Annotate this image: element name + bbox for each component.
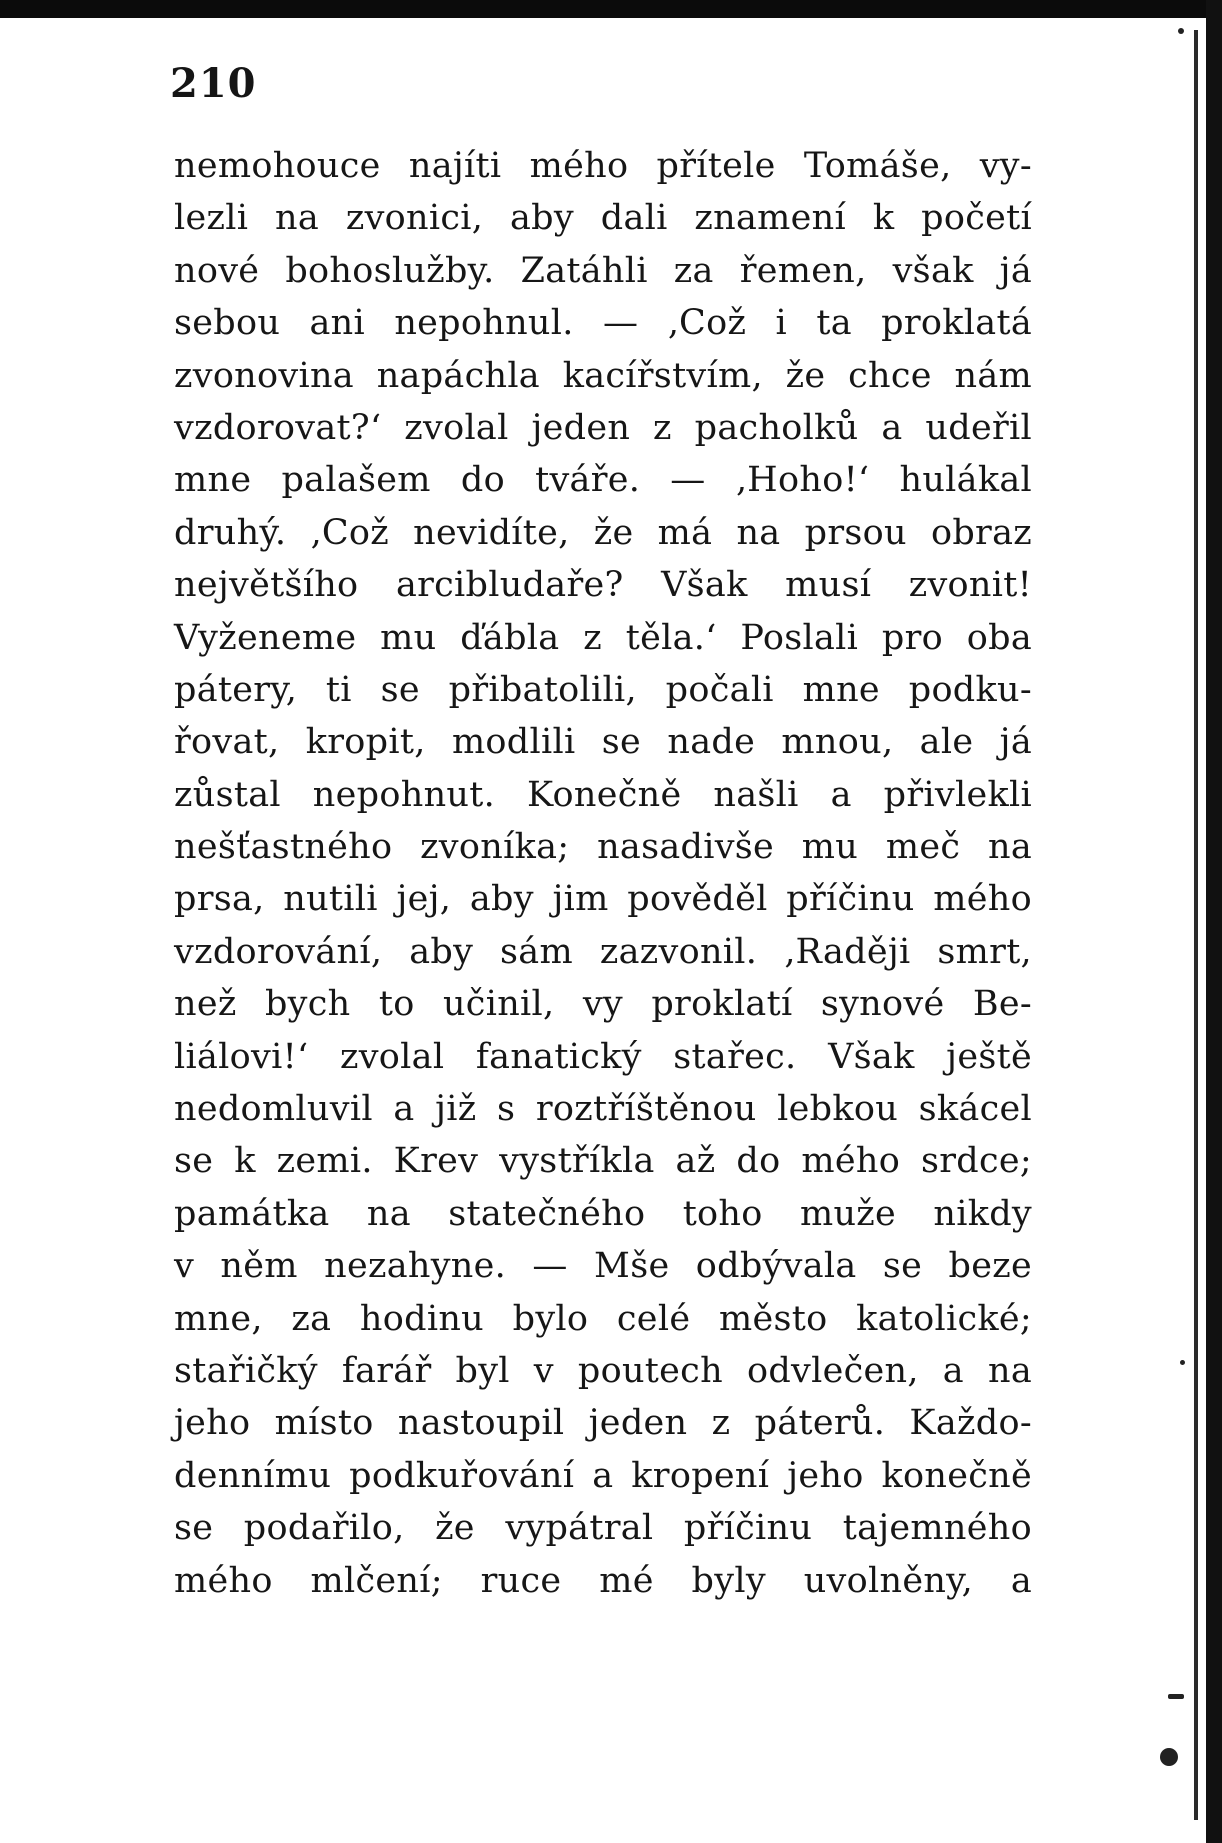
text-line: liálovi!‘ zvolal fanatický stařec. Však ještě (174, 1036, 1032, 1077)
text-line: pátery, ti se přibatolili, počali mne podku- (174, 669, 1032, 710)
text-line: mne, za hodinu bylo celé město katolické; (174, 1298, 1032, 1339)
text-line: památka na statečného toho muže nikdy (174, 1193, 1032, 1234)
text-line: nemohouce najíti mého přítele Tomáše, vy- (174, 146, 1032, 186)
book-page (0, 18, 1180, 1843)
scan-speck (1180, 1360, 1185, 1365)
page-number: 210 (170, 60, 257, 107)
text-line: vzdorovat?‘ zvolal jeden z pacholků a udeřil (174, 407, 1032, 448)
text-line: v něm nezahyne. — Mše odbývala se beze (174, 1246, 1032, 1287)
text-line: stařičký farář byl v poutech odvlečen, a na (174, 1350, 1032, 1391)
text-line: druhý. ‚Což nevidíte, že má na prsou obraz (174, 512, 1032, 553)
text-line: dennímu podkuřování a kropení jeho konečně (174, 1455, 1032, 1496)
scan-right-border (1206, 0, 1222, 1843)
text-line: zůstal nepohnut. Konečně našli a přivlekli (174, 774, 1032, 815)
text-line: sebou ani nepohnul. — ‚Což i ta proklatá (174, 303, 1032, 344)
text-line: Vyženeme mu ďábla z těla.‘ Poslali pro oba (174, 617, 1032, 658)
text-line: nedomluvil a již s roztříštěnou lebkou skácel (174, 1089, 1032, 1130)
text-line: nešťastného zvoníka; nasadivše mu meč na (174, 827, 1032, 868)
text-line: lezli na zvonici, aby dali znamení k početí (174, 198, 1032, 239)
text-line: jeho místo nastoupil jeden z páterů. Každo- (174, 1403, 1032, 1444)
text-line: řovat, kropit, modlili se nade mnou, ale já (174, 722, 1032, 763)
text-line: než bych to učinil, vy proklatí synové Be- (174, 984, 1032, 1025)
text-line: vzdorování, aby sám zazvonil. ‚Raději smrt, (174, 931, 1032, 972)
text-line: zvonovina napáchla kacířstvím, že chce nám (174, 355, 1032, 396)
text-line: se podařilo, že vypátral příčinu tajemného (174, 1508, 1032, 1549)
scan-right-shadow (1194, 30, 1198, 1820)
text-line: největšího arcibludaře? Však musí zvonit! (174, 565, 1032, 606)
scan-top-border (0, 0, 1222, 18)
body-text (174, 140, 1032, 1607)
text-line: mého mlčení; ruce mé byly uvolněny, a (174, 1560, 1032, 1601)
text-line: se k zemi. Krev vystříkla až do mého srdce; (174, 1141, 1032, 1182)
text-line: mne palašem do tváře. — ‚Hoho!‘ hulákal (174, 460, 1032, 501)
text-line: nové bohoslužby. Zatáhli za řemen, však já (174, 250, 1032, 291)
text-line: prsa, nutili jej, aby jim pověděl příčinu mého (174, 879, 1032, 920)
